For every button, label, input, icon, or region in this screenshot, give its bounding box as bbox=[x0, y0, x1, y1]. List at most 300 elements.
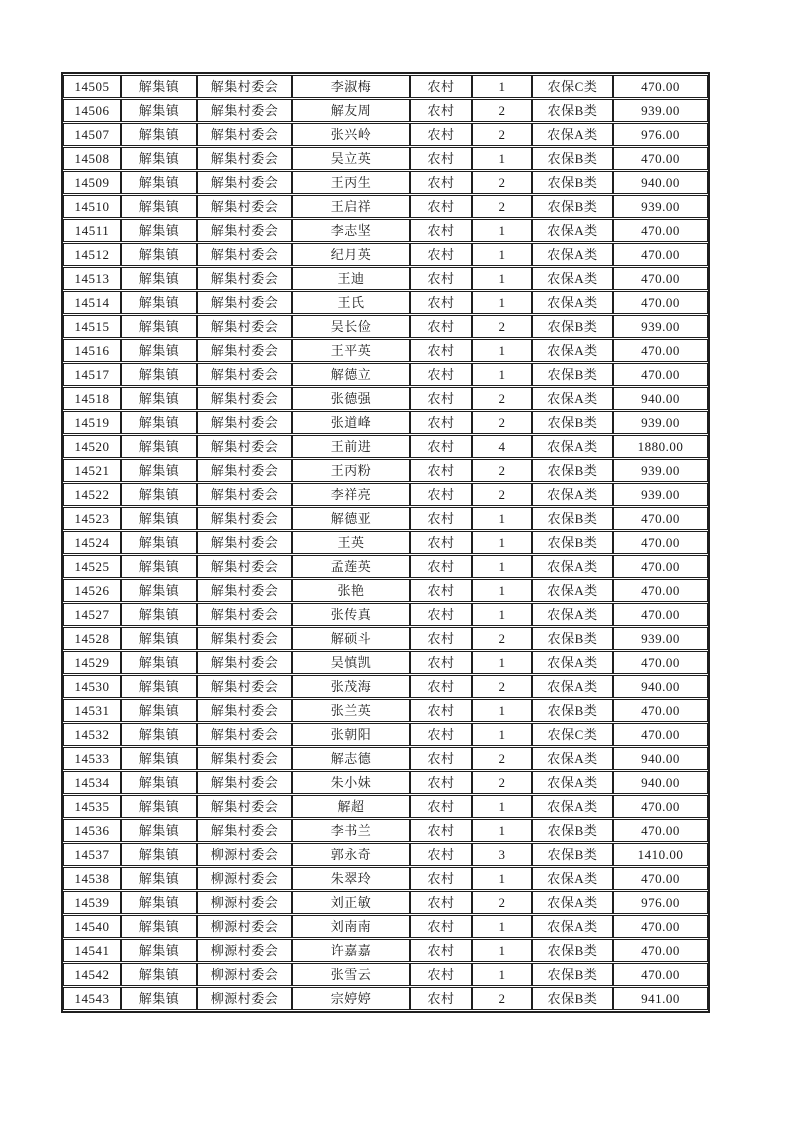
table-cell: 柳源村委会 bbox=[197, 843, 292, 866]
table-cell: 王迪 bbox=[292, 267, 410, 290]
table-cell: 解集镇 bbox=[121, 939, 197, 962]
table-cell: 农保A类 bbox=[532, 891, 613, 914]
table-cell: 农保B类 bbox=[532, 963, 613, 986]
table-cell: 939.00 bbox=[613, 99, 708, 122]
table-cell: 1 bbox=[472, 699, 532, 722]
table-cell: 农村 bbox=[410, 75, 472, 98]
table-row bbox=[63, 627, 708, 650]
table-cell: 解集镇 bbox=[121, 747, 197, 770]
table-cell: 农保B类 bbox=[532, 843, 613, 866]
table-cell: 农村 bbox=[410, 507, 472, 530]
table-cell: 940.00 bbox=[613, 771, 708, 794]
table-row bbox=[63, 387, 708, 410]
table-cell: 14542 bbox=[63, 963, 121, 986]
table-cell: 470.00 bbox=[613, 867, 708, 890]
table-row bbox=[63, 843, 708, 866]
table-row bbox=[63, 99, 708, 122]
table-cell: 农村 bbox=[410, 243, 472, 266]
table-cell: 解集村委会 bbox=[197, 291, 292, 314]
table-row bbox=[63, 867, 708, 890]
table-cell: 14515 bbox=[63, 315, 121, 338]
table-cell: 解集镇 bbox=[121, 531, 197, 554]
table-row bbox=[63, 771, 708, 794]
table-cell: 解志德 bbox=[292, 747, 410, 770]
table-cell: 农保B类 bbox=[532, 411, 613, 434]
table-cell: 吴长俭 bbox=[292, 315, 410, 338]
table-cell: 14532 bbox=[63, 723, 121, 746]
table-cell: 农保A类 bbox=[532, 483, 613, 506]
table-cell: 农村 bbox=[410, 219, 472, 242]
table-cell: 解集村委会 bbox=[197, 627, 292, 650]
table-cell: 张道峰 bbox=[292, 411, 410, 434]
table-cell: 解集镇 bbox=[121, 579, 197, 602]
table-cell: 柳源村委会 bbox=[197, 867, 292, 890]
table-cell: 14537 bbox=[63, 843, 121, 866]
table-cell: 1 bbox=[472, 363, 532, 386]
table-cell: 朱翠玲 bbox=[292, 867, 410, 890]
table-cell: 14521 bbox=[63, 459, 121, 482]
table-row bbox=[63, 339, 708, 362]
table-cell: 1 bbox=[472, 723, 532, 746]
table-cell: 解集镇 bbox=[121, 891, 197, 914]
table-cell: 张兰英 bbox=[292, 699, 410, 722]
table-row bbox=[63, 483, 708, 506]
table-cell: 吴慎凯 bbox=[292, 651, 410, 674]
table-cell: 940.00 bbox=[613, 171, 708, 194]
table-cell: 张茂海 bbox=[292, 675, 410, 698]
table-row bbox=[63, 987, 708, 1010]
table-cell: 柳源村委会 bbox=[197, 939, 292, 962]
table-cell: 解集镇 bbox=[121, 75, 197, 98]
table-cell: 农保B类 bbox=[532, 459, 613, 482]
table-cell: 农村 bbox=[410, 411, 472, 434]
table-cell: 470.00 bbox=[613, 579, 708, 602]
table-cell: 农保A类 bbox=[532, 555, 613, 578]
table-cell: 宗婷婷 bbox=[292, 987, 410, 1010]
table-cell: 农村 bbox=[410, 747, 472, 770]
table-cell: 农村 bbox=[410, 291, 472, 314]
table-row bbox=[63, 699, 708, 722]
table-cell: 1 bbox=[472, 819, 532, 842]
table-cell: 解集村委会 bbox=[197, 123, 292, 146]
table-row bbox=[63, 891, 708, 914]
table-cell: 976.00 bbox=[613, 123, 708, 146]
table-cell: 解集村委会 bbox=[197, 819, 292, 842]
table-cell: 解集村委会 bbox=[197, 459, 292, 482]
table-cell: 470.00 bbox=[613, 531, 708, 554]
table-cell: 农村 bbox=[410, 867, 472, 890]
table-cell: 解集镇 bbox=[121, 555, 197, 578]
table-cell: 农保A类 bbox=[532, 219, 613, 242]
table-cell: 王氏 bbox=[292, 291, 410, 314]
table-cell: 郭永奇 bbox=[292, 843, 410, 866]
table-cell: 1 bbox=[472, 555, 532, 578]
table-cell: 农保A类 bbox=[532, 339, 613, 362]
table-cell: 解集镇 bbox=[121, 987, 197, 1010]
table-row bbox=[63, 723, 708, 746]
table-cell: 14523 bbox=[63, 507, 121, 530]
table-cell: 农保A类 bbox=[532, 435, 613, 458]
table-cell: 940.00 bbox=[613, 675, 708, 698]
table-cell: 14526 bbox=[63, 579, 121, 602]
table-cell: 农保B类 bbox=[532, 363, 613, 386]
table-cell: 解集村委会 bbox=[197, 483, 292, 506]
table-cell: 农保A类 bbox=[532, 867, 613, 890]
table-cell: 解德立 bbox=[292, 363, 410, 386]
table-cell: 14516 bbox=[63, 339, 121, 362]
table-cell: 解集镇 bbox=[121, 363, 197, 386]
table-cell: 14517 bbox=[63, 363, 121, 386]
table-cell: 14520 bbox=[63, 435, 121, 458]
table-cell: 1 bbox=[472, 507, 532, 530]
table-cell: 农村 bbox=[410, 987, 472, 1010]
table-cell: 解集村委会 bbox=[197, 387, 292, 410]
table-cell: 解集镇 bbox=[121, 99, 197, 122]
table-cell: 14530 bbox=[63, 675, 121, 698]
table-cell: 王英 bbox=[292, 531, 410, 554]
table-cell: 解集镇 bbox=[121, 483, 197, 506]
table-cell: 孟莲英 bbox=[292, 555, 410, 578]
table-cell: 470.00 bbox=[613, 915, 708, 938]
table-cell: 农村 bbox=[410, 387, 472, 410]
table-cell: 解集村委会 bbox=[197, 243, 292, 266]
table-cell: 941.00 bbox=[613, 987, 708, 1010]
table-cell: 14506 bbox=[63, 99, 121, 122]
table-row bbox=[63, 795, 708, 818]
table-row bbox=[63, 651, 708, 674]
table-cell: 解集镇 bbox=[121, 219, 197, 242]
table-cell: 解集村委会 bbox=[197, 267, 292, 290]
table-cell: 农村 bbox=[410, 459, 472, 482]
table-cell: 14525 bbox=[63, 555, 121, 578]
table-cell: 刘南南 bbox=[292, 915, 410, 938]
table-cell: 农村 bbox=[410, 699, 472, 722]
table-cell: 2 bbox=[472, 747, 532, 770]
table-cell: 农村 bbox=[410, 723, 472, 746]
table-cell: 农保A类 bbox=[532, 747, 613, 770]
table-cell: 470.00 bbox=[613, 219, 708, 242]
table-cell: 解集镇 bbox=[121, 771, 197, 794]
table-cell: 农村 bbox=[410, 123, 472, 146]
table-cell: 解集镇 bbox=[121, 915, 197, 938]
table-cell: 14539 bbox=[63, 891, 121, 914]
table-cell: 王前进 bbox=[292, 435, 410, 458]
table-row bbox=[63, 267, 708, 290]
table-cell: 农村 bbox=[410, 795, 472, 818]
table-cell: 解集村委会 bbox=[197, 723, 292, 746]
table-cell: 张德强 bbox=[292, 387, 410, 410]
table-cell: 14519 bbox=[63, 411, 121, 434]
table-cell: 解集村委会 bbox=[197, 699, 292, 722]
table-row bbox=[63, 555, 708, 578]
table-cell: 农村 bbox=[410, 579, 472, 602]
table-row bbox=[63, 579, 708, 602]
table-cell: 农村 bbox=[410, 819, 472, 842]
table-row bbox=[63, 123, 708, 146]
table-cell: 939.00 bbox=[613, 195, 708, 218]
table-cell: 解集镇 bbox=[121, 843, 197, 866]
table-row bbox=[63, 75, 708, 98]
table-cell: 农保A类 bbox=[532, 603, 613, 626]
table-cell: 农保A类 bbox=[532, 795, 613, 818]
table-cell: 解集镇 bbox=[121, 459, 197, 482]
table-cell: 470.00 bbox=[613, 795, 708, 818]
table-row bbox=[63, 243, 708, 266]
table-cell: 王丙粉 bbox=[292, 459, 410, 482]
table-cell: 470.00 bbox=[613, 291, 708, 314]
table-row bbox=[63, 819, 708, 842]
table-cell: 解集村委会 bbox=[197, 75, 292, 98]
table-cell: 470.00 bbox=[613, 243, 708, 266]
table-cell: 解集村委会 bbox=[197, 531, 292, 554]
table-cell: 农保B类 bbox=[532, 147, 613, 170]
table-cell: 农村 bbox=[410, 195, 472, 218]
table-cell: 14507 bbox=[63, 123, 121, 146]
table-cell: 470.00 bbox=[613, 603, 708, 626]
table-row bbox=[63, 291, 708, 314]
table-cell: 农保A类 bbox=[532, 387, 613, 410]
table-cell: 解集村委会 bbox=[197, 771, 292, 794]
table-cell: 农村 bbox=[410, 363, 472, 386]
table-cell: 14543 bbox=[63, 987, 121, 1010]
table-cell: 农村 bbox=[410, 531, 472, 554]
table-cell: 解集村委会 bbox=[197, 99, 292, 122]
table-cell: 解集镇 bbox=[121, 699, 197, 722]
table-cell: 14540 bbox=[63, 915, 121, 938]
table-row bbox=[63, 435, 708, 458]
table-cell: 解集镇 bbox=[121, 123, 197, 146]
table-cell: 农村 bbox=[410, 267, 472, 290]
table-cell: 解集村委会 bbox=[197, 411, 292, 434]
table-cell: 470.00 bbox=[613, 723, 708, 746]
table-cell: 470.00 bbox=[613, 651, 708, 674]
table-cell: 939.00 bbox=[613, 459, 708, 482]
table-cell: 解集镇 bbox=[121, 651, 197, 674]
table-cell: 14510 bbox=[63, 195, 121, 218]
table-cell: 470.00 bbox=[613, 699, 708, 722]
table-cell: 470.00 bbox=[613, 939, 708, 962]
table-cell: 14527 bbox=[63, 603, 121, 626]
table-cell: 470.00 bbox=[613, 555, 708, 578]
table-cell: 农保A类 bbox=[532, 243, 613, 266]
table-cell: 张兴岭 bbox=[292, 123, 410, 146]
table-cell: 1 bbox=[472, 963, 532, 986]
table-cell: 1 bbox=[472, 915, 532, 938]
table-cell: 14513 bbox=[63, 267, 121, 290]
table-cell: 王启祥 bbox=[292, 195, 410, 218]
table-cell: 农村 bbox=[410, 915, 472, 938]
table-cell: 1 bbox=[472, 75, 532, 98]
table-cell: 1 bbox=[472, 339, 532, 362]
table-cell: 939.00 bbox=[613, 315, 708, 338]
table-cell: 940.00 bbox=[613, 747, 708, 770]
table-cell: 2 bbox=[472, 315, 532, 338]
table-cell: 1 bbox=[472, 867, 532, 890]
table-cell: 1 bbox=[472, 291, 532, 314]
table-cell: 解集镇 bbox=[121, 291, 197, 314]
table-cell: 吴立英 bbox=[292, 147, 410, 170]
table-cell: 2 bbox=[472, 195, 532, 218]
table-cell: 1 bbox=[472, 219, 532, 242]
table-cell: 纪月英 bbox=[292, 243, 410, 266]
table-cell: 4 bbox=[472, 435, 532, 458]
table-cell: 农保B类 bbox=[532, 939, 613, 962]
table-cell: 农村 bbox=[410, 675, 472, 698]
table-cell: 2 bbox=[472, 483, 532, 506]
table-row bbox=[63, 459, 708, 482]
table-row bbox=[63, 507, 708, 530]
table-cell: 柳源村委会 bbox=[197, 987, 292, 1010]
table-cell: 2 bbox=[472, 123, 532, 146]
table-row bbox=[63, 363, 708, 386]
table-cell: 470.00 bbox=[613, 75, 708, 98]
table-cell: 张朝阳 bbox=[292, 723, 410, 746]
table-cell: 14508 bbox=[63, 147, 121, 170]
table-cell: 14536 bbox=[63, 819, 121, 842]
table-cell: 解集镇 bbox=[121, 171, 197, 194]
pension-roster-table bbox=[61, 72, 710, 1013]
table-cell: 3 bbox=[472, 843, 532, 866]
table-cell: 14534 bbox=[63, 771, 121, 794]
table-cell: 柳源村委会 bbox=[197, 915, 292, 938]
table-cell: 李志坚 bbox=[292, 219, 410, 242]
table-cell: 王丙生 bbox=[292, 171, 410, 194]
table-cell: 1 bbox=[472, 267, 532, 290]
table-cell: 农保A类 bbox=[532, 123, 613, 146]
table-cell: 解集镇 bbox=[121, 675, 197, 698]
table-cell: 解集镇 bbox=[121, 507, 197, 530]
table-row bbox=[63, 603, 708, 626]
table-cell: 解集镇 bbox=[121, 243, 197, 266]
table-row bbox=[63, 147, 708, 170]
table-cell: 农保C类 bbox=[532, 75, 613, 98]
table-cell: 刘正敏 bbox=[292, 891, 410, 914]
table-cell: 2 bbox=[472, 387, 532, 410]
table-cell: 解集村委会 bbox=[197, 363, 292, 386]
table-cell: 农村 bbox=[410, 627, 472, 650]
table-cell: 940.00 bbox=[613, 387, 708, 410]
table-cell: 李淑梅 bbox=[292, 75, 410, 98]
table-cell: 1 bbox=[472, 147, 532, 170]
table-cell: 农保A类 bbox=[532, 291, 613, 314]
table-cell: 14512 bbox=[63, 243, 121, 266]
table-cell: 2 bbox=[472, 891, 532, 914]
table-cell: 解集镇 bbox=[121, 435, 197, 458]
table-row bbox=[63, 171, 708, 194]
table-cell: 解集镇 bbox=[121, 147, 197, 170]
table-cell: 农村 bbox=[410, 99, 472, 122]
table-cell: 2 bbox=[472, 987, 532, 1010]
table-cell: 1 bbox=[472, 939, 532, 962]
table-cell: 农保B类 bbox=[532, 195, 613, 218]
table-cell: 470.00 bbox=[613, 147, 708, 170]
table-cell: 农村 bbox=[410, 435, 472, 458]
table-cell: 2 bbox=[472, 171, 532, 194]
table-cell: 解德亚 bbox=[292, 507, 410, 530]
table-cell: 农保B类 bbox=[532, 99, 613, 122]
table-cell: 2 bbox=[472, 675, 532, 698]
table-cell: 2 bbox=[472, 627, 532, 650]
table-cell: 农保A类 bbox=[532, 267, 613, 290]
table-cell: 939.00 bbox=[613, 411, 708, 434]
table-cell: 农保B类 bbox=[532, 699, 613, 722]
table-cell: 14531 bbox=[63, 699, 121, 722]
table-cell: 470.00 bbox=[613, 819, 708, 842]
table-row bbox=[63, 531, 708, 554]
table-cell: 张艳 bbox=[292, 579, 410, 602]
table-cell: 14518 bbox=[63, 387, 121, 410]
table-cell: 农村 bbox=[410, 771, 472, 794]
table-cell: 农保C类 bbox=[532, 723, 613, 746]
table-cell: 解硕斗 bbox=[292, 627, 410, 650]
table-cell: 解集镇 bbox=[121, 339, 197, 362]
table-row bbox=[63, 747, 708, 770]
table-cell: 农保B类 bbox=[532, 819, 613, 842]
table-cell: 解集村委会 bbox=[197, 651, 292, 674]
table-cell: 14511 bbox=[63, 219, 121, 242]
table-cell: 2 bbox=[472, 411, 532, 434]
table-cell: 14541 bbox=[63, 939, 121, 962]
table-cell: 解集村委会 bbox=[197, 219, 292, 242]
table-cell: 农保B类 bbox=[532, 171, 613, 194]
table-cell: 解集村委会 bbox=[197, 795, 292, 818]
table-cell: 张传真 bbox=[292, 603, 410, 626]
table-cell: 976.00 bbox=[613, 891, 708, 914]
table-cell: 农保A类 bbox=[532, 579, 613, 602]
table-cell: 解超 bbox=[292, 795, 410, 818]
table-cell: 农村 bbox=[410, 939, 472, 962]
table-cell: 柳源村委会 bbox=[197, 891, 292, 914]
table-cell: 解集村委会 bbox=[197, 315, 292, 338]
table-cell: 14535 bbox=[63, 795, 121, 818]
table-row bbox=[63, 963, 708, 986]
table-cell: 许嘉嘉 bbox=[292, 939, 410, 962]
table-cell: 柳源村委会 bbox=[197, 963, 292, 986]
table-cell: 解集镇 bbox=[121, 867, 197, 890]
table-cell: 农村 bbox=[410, 171, 472, 194]
table-cell: 470.00 bbox=[613, 339, 708, 362]
table-cell: 14505 bbox=[63, 75, 121, 98]
table-cell: 农保B类 bbox=[532, 627, 613, 650]
table-cell: 1 bbox=[472, 795, 532, 818]
table-body bbox=[63, 75, 708, 1010]
table-cell: 1 bbox=[472, 651, 532, 674]
table-cell: 解集镇 bbox=[121, 723, 197, 746]
table-cell: 解集镇 bbox=[121, 627, 197, 650]
table-cell: 1 bbox=[472, 531, 532, 554]
table-cell: 14514 bbox=[63, 291, 121, 314]
table-row bbox=[63, 939, 708, 962]
table-row bbox=[63, 195, 708, 218]
table-cell: 解集镇 bbox=[121, 387, 197, 410]
table-cell: 解集镇 bbox=[121, 819, 197, 842]
table-cell: 解友周 bbox=[292, 99, 410, 122]
table-cell: 14528 bbox=[63, 627, 121, 650]
table-cell: 14529 bbox=[63, 651, 121, 674]
table-cell: 解集村委会 bbox=[197, 435, 292, 458]
table-cell: 解集村委会 bbox=[197, 747, 292, 770]
table-cell: 解集镇 bbox=[121, 411, 197, 434]
table-cell: 14509 bbox=[63, 171, 121, 194]
table-cell: 解集镇 bbox=[121, 267, 197, 290]
table-cell: 14524 bbox=[63, 531, 121, 554]
table-cell: 农村 bbox=[410, 603, 472, 626]
table-cell: 1 bbox=[472, 579, 532, 602]
table-cell: 农村 bbox=[410, 483, 472, 506]
table-row bbox=[63, 915, 708, 938]
table-cell: 939.00 bbox=[613, 627, 708, 650]
table-cell: 农村 bbox=[410, 339, 472, 362]
